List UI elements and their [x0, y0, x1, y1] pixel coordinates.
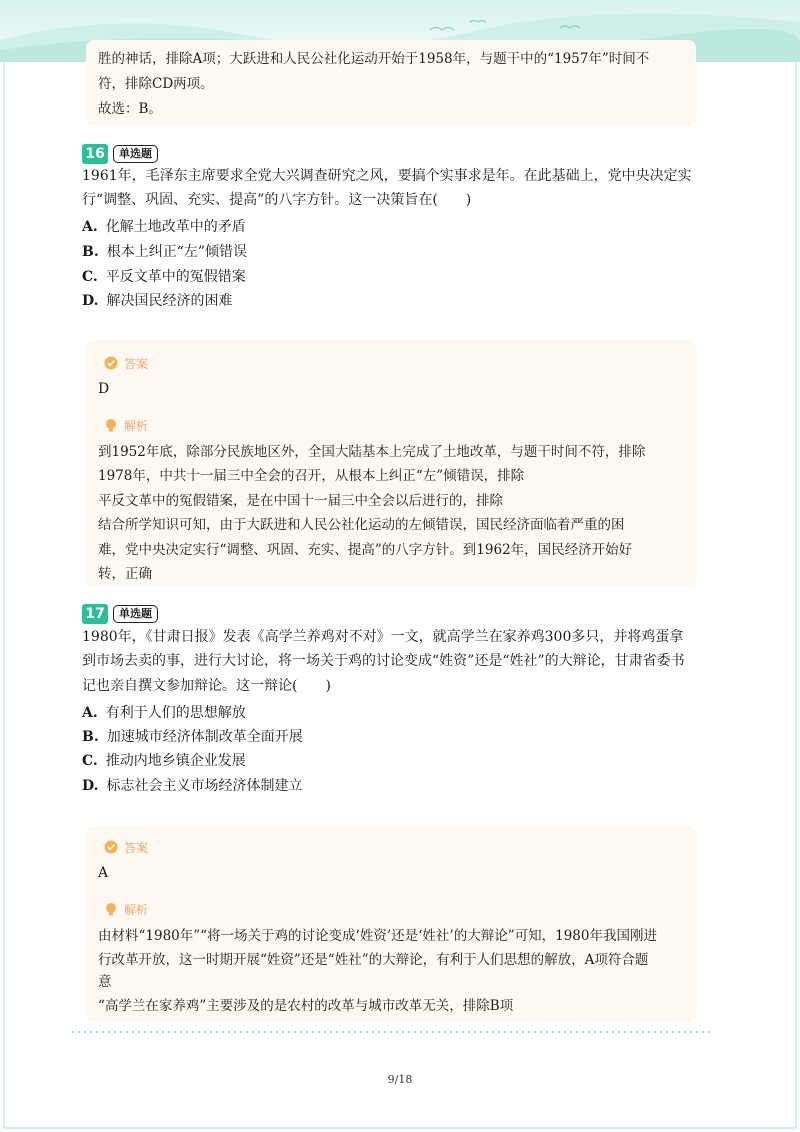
option-letter: B.	[82, 244, 99, 260]
question-stem: 到市场去卖的事，进行大讨论，将一场关于鸡的讨论变成“姓资”还是“姓社”的大辩论，甘肃省委书	[82, 653, 685, 669]
analysis-label-text: 解析	[124, 902, 149, 917]
analysis-line: 平反文革中的冤假错案，是在中国十一届三中全会以后进行的，排除	[98, 493, 503, 509]
option-d[interactable]	[82, 777, 303, 795]
option-letter: A.	[82, 705, 98, 721]
answer-label	[104, 839, 148, 855]
analysis-line: 难，党中央决定实行“调整、巩固、充实、提高”的八字方针。到1962年，国民经济开始好	[98, 542, 633, 558]
page-number: 9/18	[387, 1073, 413, 1086]
analysis-label	[104, 901, 148, 917]
option-b[interactable]	[82, 243, 247, 261]
lightbulb-icon	[104, 418, 118, 433]
prev-analysis-line: 符，排除CD两项。	[98, 76, 214, 92]
question-stem: 行“调整、巩固、充实、提高”的八字方针。这一决策旨在( )	[82, 192, 472, 208]
prev-conclusion: 故选：B。	[98, 101, 162, 117]
option-d[interactable]	[82, 292, 233, 310]
option-text: 推动内地乡镇企业发展	[105, 753, 246, 769]
option-letter: C.	[82, 753, 98, 769]
analysis-line: 结合所学知识可知，由于大跃进和人民公社化运动的左倾错误，国民经济面临着严重的困	[98, 517, 625, 533]
footer-divider	[70, 1031, 710, 1033]
analysis-line: 转，正确	[98, 566, 152, 582]
analysis-line: 到1952年底，除部分民族地区外，全国大陆基本上完成了土地改革，与题干时间不符，排除	[98, 444, 646, 460]
analysis-line: 行改革开放，这一时期开展“姓资”还是“姓社”的大辩论，有利于人们思想的解放，A项符合题	[98, 952, 649, 968]
option-letter: D.	[82, 778, 99, 794]
question-type-badge: 单选题	[113, 145, 158, 163]
question-stem: 1961年，毛泽东主席要求全党大兴调查研究之风，要搞个实事求是年。在此基础上，党中央决定实	[82, 168, 692, 184]
option-text: 加速城市经济体制改革全面开展	[106, 729, 303, 745]
question-stem: 记也亲自撰文参加辩论。这一辩论( )	[82, 678, 331, 694]
question-stem: 1980年，《甘肃日报》发表《高学兰养鸡对不对》一文，就高学兰在家养鸡300多只，并将鸡蛋拿	[82, 629, 684, 645]
option-letter: D.	[82, 293, 99, 309]
option-text: 标志社会主义市场经济体制建立	[106, 778, 303, 794]
analysis-label	[104, 417, 148, 433]
answer-label-text: 答案	[124, 840, 149, 855]
option-text: 化解土地改革中的矛盾	[105, 219, 246, 235]
option-text: 有利于人们的思想解放	[105, 705, 246, 721]
option-letter: B.	[82, 729, 99, 745]
option-a[interactable]	[82, 218, 246, 236]
option-c[interactable]	[82, 752, 246, 770]
question-type-badge: 单选题	[113, 605, 158, 623]
question-17-header	[82, 604, 158, 624]
lightbulb-icon	[104, 902, 118, 917]
answer-value: D	[98, 381, 110, 397]
analysis-line: 意	[98, 974, 112, 990]
option-text: 根本上纠正“左”倾错误	[106, 244, 248, 260]
option-a[interactable]	[82, 704, 246, 722]
prev-analysis-line: 胜的神话，排除A项；大跃进和人民公社化运动开始于1958年，与题干中的“1957年”时间不	[98, 51, 650, 67]
option-b[interactable]	[82, 728, 303, 746]
option-letter: C.	[82, 269, 98, 285]
option-c[interactable]	[82, 268, 246, 286]
analysis-line: 由材料“1980年”“将一场关于鸡的讨论变成‘姓资’还是‘姓社’的大辩论”可知，1980年我国刚进	[98, 928, 657, 944]
option-text: 平反文革中的冤假错案	[105, 269, 246, 285]
analysis-line: 1978年，中共十一届三中全会的召开，从根本上纠正“左”倾错误，排除	[98, 468, 525, 484]
answer-label-text: 答案	[124, 356, 149, 371]
answer-card	[86, 826, 696, 1022]
option-text: 解决国民经济的困难	[106, 293, 233, 309]
answer-label	[104, 355, 148, 371]
answer-value: A	[98, 865, 109, 881]
analysis-line: “高学兰在家养鸡”主要涉及的是农村的改革与城市改革无关，排除B项	[98, 998, 514, 1014]
check-circle-icon	[104, 840, 118, 854]
option-letter: A.	[82, 219, 98, 235]
question-16-header	[82, 144, 158, 164]
question-number: 16	[82, 144, 108, 164]
question-number: 17	[82, 604, 108, 624]
analysis-label-text: 解析	[124, 418, 149, 433]
check-circle-icon	[104, 356, 118, 370]
